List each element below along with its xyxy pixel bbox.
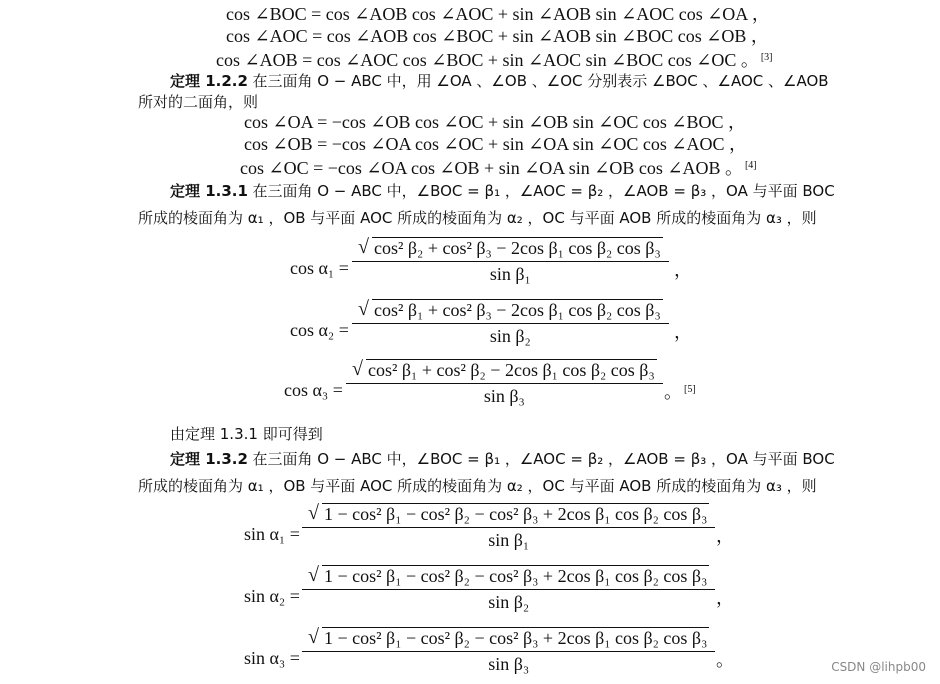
radical-sign: √ 1 − cos² β₁ − cos² β₂ − cos² β₃ + 2cos β₁ cos β₂ cos β₃ [308,566,709,587]
citation-3: [3] [760,52,773,63]
radical-sign: √ 1 − cos² β₁ − cos² β₂ − cos² β₃ + 2cos β₁ cos β₂ cos β₃ [308,504,709,525]
derivation-text: 由定理 1.3.1 即可得到 [170,425,323,443]
punct: ， [674,322,692,342]
theorem-text: 在三面角 O − ABC 中，∠BOC = β₁ ，∠AOC = β₂ ，∠AOB = β₃ ，OA 与平面 BOC [252,450,835,468]
formula-sin-alpha2-lhs: sin α₂ = [244,586,300,606]
citation-5: [5] [684,384,696,395]
radical-sign: √ cos² β₁ + cos² β₂ − 2cos β₁ cos β₂ cos β₃ [352,360,657,381]
equation-cos-boc: cos ∠BOC = cos ∠AOB cos ∠AOC + sin ∠AOB sin ∠AOC cos ∠OA ， [226,4,770,24]
punct: ， [716,526,734,546]
formula-sin-alpha1-lhs: sin α₁ = [244,524,300,544]
formula-sin-alpha2-fraction: √ $\frac{\text{1 − cos² β₁ − cos² β₂ − cos² β₃ + 2cos β₁ cos β₂ cos β₃}}{\text{sin β₂}}$ [302,566,715,613]
formula-cos-alpha1-lhs: cos α₁ = [290,258,349,278]
theorem-1-3-2-line2: 所成的棱面角为 α₁ ，OB 与平面 AOC 所成的棱面角为 α₂ ，OC 与平面 AOB 所成的棱面角为 α₃ ，则 [138,477,817,495]
equation-cos-aob: cos ∠AOB = cos ∠AOC cos ∠BOC + sin ∠AOC sin ∠BOC cos ∠OC 。 [3] [216,50,773,70]
radical-sign: √ cos² β₂ + cos² β₃ − 2cos β₁ cos β₂ cos β₃ [358,238,663,259]
theorem-text: 在三面角 O − ABC 中，∠BOC = β₁ ，∠AOC = β₂ ，∠AOB = β₃ ，OA 与平面 BOC [252,182,835,200]
punct: ， [716,588,734,608]
punct: 。 [5] [664,382,696,402]
punct: ， [674,260,692,280]
citation-4: [4] [744,160,757,171]
formula-cos-alpha3-fraction: √ $\frac{\text{cos² β₁ + cos² β₂ − 2cos β₁ cos β₂ cos β₃}}{\text{sin β₃}}$ [346,360,663,407]
formula-cos-alpha3-lhs: cos α₃ = [284,380,343,400]
theorem-1-3-1-line2: 所成的棱面角为 α₁ ，OB 与平面 AOC 所成的棱面角为 α₂ ，OC 与平面 AOB 所成的棱面角为 α₃ ，则 [138,209,817,227]
formula-cos-alpha1-fraction: √ $\frac{\text{cos² β₂ + cos² β₃ − 2cos β₁ cos β₂ cos β₃}}{\text{sin β₁}}$ [352,238,669,285]
equation-cos-oa: cos ∠OA = −cos ∠OB cos ∠OC + sin ∠OB sin ∠OC cos ∠BOC ， [244,112,746,132]
theorem-text: 在三面角 O − ABC 中，用 ∠OA 、∠OB 、∠OC 分别表示 ∠BOC 、∠AOC 、∠AOB [252,72,829,90]
equation-cos-ob: cos ∠OB = −cos ∠OA cos ∠OC + sin ∠OA sin ∠OC cos ∠AOC ， [244,134,747,154]
theorem-label: 定理 1.3.2 [170,450,248,468]
theorem-1-3-1-line1 [170,180,835,201]
formula-sin-alpha3-lhs: sin α₃ = [244,648,300,668]
equation-cos-oc: cos ∠OC = −cos ∠OA cos ∠OB + sin ∠OA sin ∠OB cos ∠AOB 。 [4] [240,158,757,178]
theorem-1-2-2-line1 [170,70,829,91]
formula-cos-alpha2-fraction: √ $\frac{\text{cos² β₁ + cos² β₃ − 2cos β₁ cos β₂ cos β₃}}{\text{sin β₂}}$ [352,300,669,347]
theorem-label: 定理 1.2.2 [170,72,248,90]
formula-sin-alpha1-fraction: √ $\frac{\text{1 − cos² β₁ − cos² β₂ − cos² β₃ + 2cos β₁ cos β₂ cos β₃}}{\text{sin β₁}}$ [302,504,715,551]
theorem-1-2-2-line2: 所对的二面角，则 [138,93,259,111]
theorem-label: 定理 1.3.1 [170,182,248,200]
punct: 。 [716,650,734,670]
radical-sign: √ cos² β₁ + cos² β₃ − 2cos β₁ cos β₂ cos β₃ [358,300,663,321]
formula-cos-alpha2-lhs: cos α₂ = [290,320,349,340]
theorem-1-3-2-line1 [170,448,835,469]
radical-sign: √ 1 − cos² β₁ − cos² β₂ − cos² β₃ + 2cos β₁ cos β₂ cos β₃ [308,628,709,649]
formula-sin-alpha3-fraction: √ $\frac{\text{1 − cos² β₁ − cos² β₂ − cos² β₃ + 2cos β₁ cos β₂ cos β₃}}{\text{sin β₃}}$ [302,628,715,675]
equation-cos-aoc: cos ∠AOC = cos ∠AOB cos ∠BOC + sin ∠AOB sin ∠BOC cos ∠OB ， [226,26,769,46]
watermark: CSDN @lihpb00 [831,660,926,674]
